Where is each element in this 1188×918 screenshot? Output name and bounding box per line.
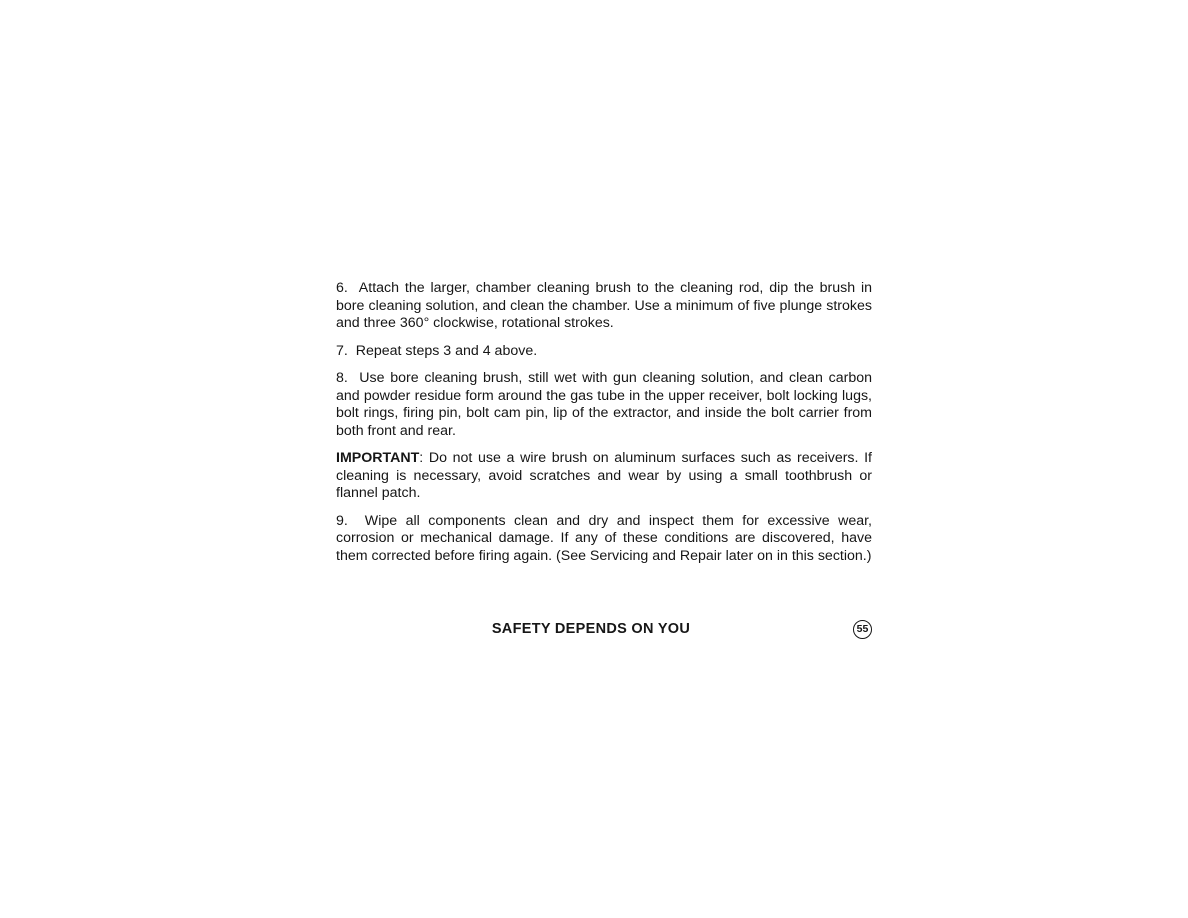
important-label: IMPORTANT — [336, 450, 420, 466]
step-number: 8. — [336, 370, 348, 386]
step-9-paragraph — [336, 513, 872, 566]
step-6-paragraph — [336, 280, 872, 333]
important-text: : Do not use a wire brush on aluminum surfaces such as receivers. If cleaning is necessary, avoid scratches and wear by using a small toothbrush or flannel patch. — [336, 450, 872, 501]
footer-title: SAFETY DEPENDS ON YOU — [491, 621, 691, 637]
step-text: Repeat steps 3 and 4 above. — [355, 342, 538, 359]
step-text: Use bore cleaning brush, still wet with gun cleaning solution, and clean carbon and powder residue form around the gas tube in the upper receiver, bolt locking lugs, bolt rings, firing pin, bolt cam pin, lip of the extractor, and inside the bolt carrier from both front and rear. — [336, 370, 872, 439]
step-number: 9. — [336, 512, 348, 529]
page-number-badge: 55 — [853, 620, 872, 639]
manual-text-block — [336, 280, 872, 565]
step-7-paragraph — [336, 343, 872, 361]
step-8-paragraph — [336, 370, 872, 440]
step-text: Wipe all components clean and dry and inspect them for excessive wear, corrosion or mechanical damage. If any of these conditions are discovered, have them corrected before firing again. (See Servicing and Repair later on in this section.) — [336, 512, 873, 564]
step-number: 6. — [336, 280, 348, 296]
step-text: Attach the larger, chamber cleaning brush to the cleaning rod, dip the brush in bore cleaning solution, and clean the chamber. Use a minimum of five plunge strokes and three 360° clockwise, rotational strokes. — [336, 280, 872, 331]
step-number: 7. — [336, 342, 348, 359]
page-footer — [336, 620, 872, 642]
important-note-paragraph — [336, 450, 872, 503]
